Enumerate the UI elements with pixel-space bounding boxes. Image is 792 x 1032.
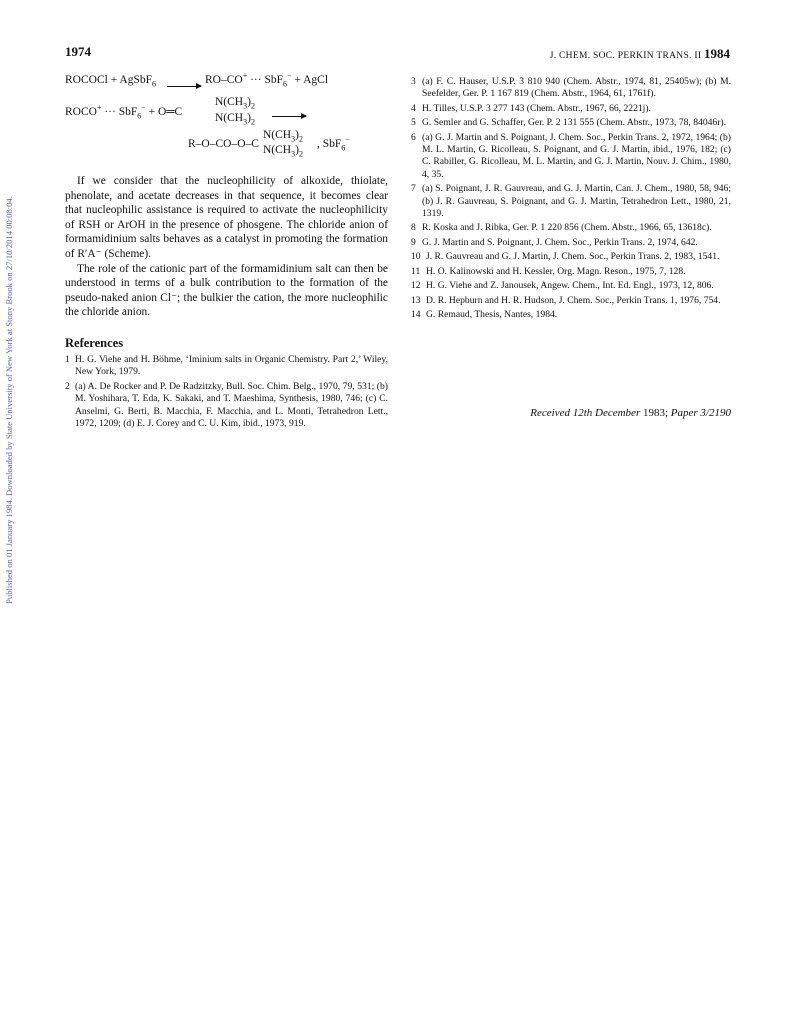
eq1-byproduct: + AgCl [294, 74, 329, 86]
reference-item: 5 G. Semler and G. Schaffer, Ger. P. 2 131 555 (Chem. Abstr., 1973, 78, 84046r). [411, 117, 727, 129]
reference-item: 13 D. R. Hepburn and H. R. Hudson, J. Chem. Soc., Perkin Trans. 1, 1976, 754. [411, 294, 721, 306]
reference-item: 1 H. G. Viehe and H. Böhme, ‘Iminium salts in Organic Chemistry. Part 2,’ Wiley, New York, 1979. [65, 353, 388, 378]
reaction-arrow-2 [272, 116, 306, 117]
reference-item: 12 H. G. Viehe and Z. Janousek, Angew. Chem., Int. Ed. Engl., 1973, 12, 806. [411, 280, 714, 292]
body-paragraph-1: If we consider that the nucleophilicity of alkoxide, thiolate, phenolate, and acetate decreases in that sequence, it becomes clear that nucleophilic assistance is required to activate the nucleophilicity of RSH or ArOH in the presence of phosgene. The chloride anion of formamidinium salts behaves as a catalyst in promoting the formation of R′A⁻ (Scheme). [65, 175, 388, 260]
reaction-arrow-1 [167, 86, 201, 87]
received-year: 1983; [642, 407, 669, 419]
reference-item: 3 (a) F. C. Hauser, U.S.P. 3 810 940 (Chem. Abstr., 1974, 81, 25405w); (b) M. Seefelder, Ger. P. 1 167 819 (Chem. Abstr., 1964, 61, 1761f). [411, 76, 731, 100]
scheme-equation-1: ROCOCl + AgSbF$_6$ RO–CO+ ··· SbF$_6$− + AgCl [65, 71, 329, 89]
left-column [65, 72, 388, 432]
journal-year: 1984 [704, 46, 730, 61]
references-list-right [411, 76, 731, 321]
reference-item: 9 G. J. Martin and S. Poignant, J. Chem. Soc., Perkin Trans. 2, 1974, 642. [411, 236, 698, 248]
download-watermark-text: Published on 01 January 1984. Downloaded by State University of New York at Stony Brook on 27/10/2014 00:08:04. [4, 196, 14, 604]
reference-item: 2 (a) A. De Rocker and P. De Radzitzky, Bull. Soc. Chim. Belg., 1970, 79, 531; (b) M. Yoshihara, T. Eda, K. Sakaki, and T. Maeshima, Synthesis, 1980, 746; (c) C. Anselmi, G. Berti, B. Macchia, F. Macchia, and L. Monti, Tetrahedron Lett., 1972, 1209; (d) E. J. Corey and C. U. Kim, ibid., 1973, 919. [65, 380, 388, 429]
references-list-left [65, 354, 388, 430]
received-date-line [530, 407, 731, 419]
journal-name: J. CHEM. SOC. PERKIN TRANS. II [549, 51, 702, 61]
download-watermark [3, 170, 15, 630]
paper-number: Paper 3/2190 [670, 407, 731, 419]
reference-item: 14 G. Remaud, Thesis, Nantes, 1984. [411, 308, 558, 320]
received-label: Received 12th December [530, 407, 641, 419]
body-paragraph-2: The role of the cationic part of the formamidinium salt can then be understood in terms of a bulk contribution to the formation of the pseudo-naked anion Cl⁻; the bulkier the cation, the more nucleophilic the chloride anion. [65, 262, 388, 319]
page-number: 1974 [65, 44, 91, 59]
journal-header [550, 46, 730, 62]
scheme-equation-2: ROCO+ ··· SbF$_6$− + O═C $N(CH_3)_2$ $N(CH_3)_2$ R–O–CO–O–C $N(CH_3)_2$ $N(CH_3)_2$ , SbF$_6$− [65, 96, 350, 159]
right-column [411, 76, 731, 323]
eq2-product: R–O–CO–O–C [188, 138, 259, 150]
reference-item: 8 R. Koska and J. Ribka, Ger. P. 1 220 856 (Chem. Abstr., 1966, 65, 13618c). [411, 222, 712, 234]
reference-item: 7 (a) S. Poignant, J. R. Gauvreau, and G. J. Martin, Can. J. Chem., 1980, 58, 946; (b) J. R. Gauvreau, S. Poignant, and G. J. Martin, Tetrahedron Lett., 1980, 21, 1319. [411, 183, 731, 220]
eq1-reactants: ROCOCl + AgSbF [65, 74, 153, 86]
reference-item: 6 (a) G. J. Martin and S. Poignant, J. Chem. Soc., Perkin Trans. 2, 1972, 1964; (b) M. L. Martin, G. Ricolleau, S. Poignant, and G. J. Martin, ibid., 1976, 182; (c) C. Rabiller, G. Ricolleau, M. L. Martin, and G. J. Martin, Nouv. J. Chim., 1980, 4, 35. [411, 131, 731, 180]
reference-item: 10 J. R. Gauvreau and G. J. Martin, J. Chem. Soc., Perkin Trans. 2, 1983, 1541. [411, 251, 720, 263]
reference-item: 11 H. O. Kalinowski and H. Kessler, Org. Magn. Reson., 1975, 7, 128. [411, 265, 686, 277]
reference-item: 4 H. Tilles, U.S.P. 3 277 143 (Chem. Abstr., 1967, 66, 2221j). [411, 102, 651, 114]
references-heading: References [65, 335, 124, 350]
